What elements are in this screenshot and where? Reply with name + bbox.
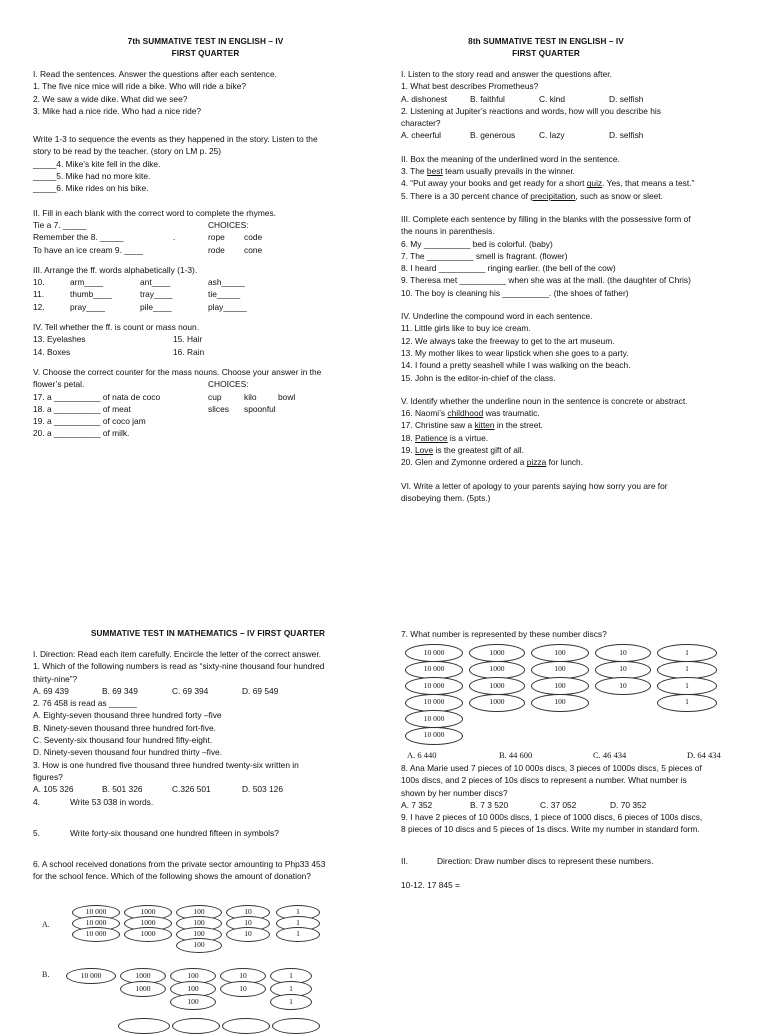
number-disc: 100 (176, 905, 222, 920)
english8-subtitle: FIRST QUARTER (512, 49, 580, 58)
question-item: 1. Which of the following numbers is read as “sixty-nine thousand four hundred (33, 661, 325, 672)
question-item: figures? (33, 771, 63, 782)
answer-options: A. 7 352 B. 7 3 520 C. 37 052 D. 70 352 (401, 799, 647, 810)
counter-row: 18. a __________ of meat slices spoonful (33, 403, 276, 414)
question-item: 8 pieces of 10 discs and 5 pieces of 1s discs. Write my number in standard form. (401, 824, 700, 835)
number-disc: 10 000 (405, 727, 463, 745)
section-heading: I. Read the sentences. Answer the questions after each sentence. (33, 69, 277, 79)
question-item: 6. A school received donations from the private sector amounting to Php33 453 (33, 859, 326, 870)
question-item: 12. We always take the freeway to get to the art museum. (401, 335, 615, 346)
question-item: 10. The boy is cleaning his __________. (the shoes of father) (401, 287, 629, 298)
answer-option: A. Eighty-seven thousand three hundred forty –five (33, 710, 222, 721)
answer-options: A. dishonest B. faithful C. kind D. selfish (401, 93, 644, 104)
section-heading: disobeying them. (5pts.) (401, 492, 491, 503)
section-heading: the nouns in parenthesis. (401, 226, 495, 237)
question-item: _____4. Mike’s kite fell in the dike. (33, 158, 161, 169)
english7-test (33, 36, 378, 440)
question-item: 3. Mike had a nice ride. Who had a nice ride? (33, 105, 202, 116)
english7-subtitle: FIRST QUARTER (171, 49, 240, 58)
section-heading: V. Choose the correct counter for the mass nouns. Choose your answer in the (33, 366, 322, 377)
question-item: 7. The __________ smell is fragrant. (flower) (401, 250, 568, 261)
section-heading: IV. Underline the compound word in each sentence. (401, 311, 593, 322)
number-disc: 10 000 (405, 677, 463, 695)
number-disc: 10 (226, 916, 270, 931)
number-disc: 100 (170, 968, 216, 984)
math-test-continued-2 (401, 762, 761, 891)
rhyme-row: To have an ice cream 9. ____ rode cone (33, 244, 263, 255)
number-disc: 1 (270, 981, 312, 997)
counter-row: 19. a __________ of coco jam (33, 416, 146, 427)
number-disc: 1000 (469, 661, 525, 679)
question-item: 8. Ana Marie used 7 pieces of 10 000s discs, 3 pieces of 1000s discs, 5 pieces of (401, 763, 702, 773)
number-disc: 10 (595, 644, 651, 662)
number-disc: 10 (595, 677, 651, 695)
number-disc: 10 000 (72, 916, 120, 931)
number-disc: 100 (176, 927, 222, 942)
number-disc: 1 (270, 968, 312, 984)
english8-test (401, 36, 761, 504)
answer-options: A. 105 326 B. 501 326 C.326 501 D. 503 126 (33, 784, 283, 795)
section-heading: Write 1-3 to sequence the events as they happened in the story. Listen to the (33, 134, 318, 145)
question-item: 11. Little girls like to buy ice cream. (401, 323, 531, 334)
number-disc: 1000 (124, 916, 172, 931)
math-test (33, 628, 383, 883)
number-disc: 10 000 (405, 661, 463, 679)
number-disc: 1000 (469, 644, 525, 662)
number-disc: 1 (276, 927, 320, 942)
question-item: 4. “Put away your books and get ready for a short quiz. Yes, that means a test.” (401, 178, 695, 189)
section-heading: III. Complete each sentence by filling in the blanks with the possessive form of (401, 213, 691, 224)
question-item: 17. Christine saw a kitten in the street. (401, 420, 544, 431)
alphabetize-row: 12. pray____ pile____ play_____ (33, 301, 247, 312)
number-disc: 1000 (469, 694, 525, 712)
question-item: 6. My __________ bed is colorful. (baby) (401, 238, 553, 249)
option-a-label: A. (42, 920, 50, 929)
number-disc: 100 (531, 644, 589, 662)
number-disc: 1000 (120, 981, 166, 997)
number-disc: 10 (226, 905, 270, 920)
section-heading: VI. Write a letter of apology to your parents saying how sorry you are for (401, 480, 668, 491)
question-item: for the school fence. Which of the following shows the amount of donation? (33, 871, 311, 882)
question-item: 10-12. 17 845 = (401, 880, 460, 891)
question-item: thirty-nine”? (33, 673, 78, 684)
answer-option: B. Ninety-seven thousand three hundred fort-five. (33, 722, 216, 733)
question-item: _____6. Mike rides on his bike. (33, 183, 149, 194)
number-disc: 10 (595, 661, 651, 679)
answer-option: C. Seventy-six thousand four hundred fifty-eight. (33, 735, 213, 746)
number-disc (172, 1018, 220, 1034)
number-disc: 100 (531, 677, 589, 695)
english7-title: 7th SUMMATIVE TEST IN ENGLISH – IV (127, 37, 284, 46)
section-heading: I. Direction: Read each item carefully. Encircle the letter of the correct answer. (33, 649, 321, 659)
question-item: 7. What number is represented by these number discs? (401, 629, 607, 639)
number-disc: 10 (220, 968, 266, 984)
question-item: 20. Glen and Zymonne ordered a pizza for lunch. (401, 457, 584, 468)
section-heading: II. Box the meaning of the underlined word in the sentence. (401, 153, 620, 164)
question-item: 14. I found a pretty seashell while I was walking on the beach. (401, 360, 631, 371)
number-disc: 100 (170, 994, 216, 1010)
question-item: 5. There is a 30 percent chance of precipitation, such as snow or sleet. (401, 190, 663, 201)
question-item: character? (401, 118, 441, 129)
number-disc: 1000 (469, 677, 525, 695)
number-disc: 10 (220, 981, 266, 997)
number-disc: 1 (657, 644, 717, 662)
question-item: 9. Theresa met __________ when she was at the mall. (the daughter of Chris) (401, 275, 691, 286)
question-item: 100s discs, and 2 pieces of 10s discs to represent a number. What number is (401, 775, 687, 786)
noun-row: 14. Boxes 16. Rain (33, 346, 205, 357)
number-disc: 1 (657, 677, 717, 695)
question-item: 13. My mother likes to wear lipstick when she goes to a party. (401, 347, 629, 358)
number-disc (222, 1018, 270, 1034)
math-title: SUMMATIVE TEST IN MATHEMATICS – IV FIRST QUARTER (90, 629, 326, 638)
math-test-continued (401, 628, 761, 640)
question-item: 1. The five nice mice will ride a bike. Who will ride a bike? (33, 81, 247, 92)
number-disc: 1 (657, 661, 717, 679)
number-disc: 1000 (124, 927, 172, 942)
question-item: 3. The best team usually prevails in the winner. (401, 166, 575, 177)
answer-option: D. Ninety-seven thousand four hundred thirty –five. (33, 747, 223, 758)
number-disc: 100 (176, 916, 222, 931)
number-disc: 10 000 (405, 710, 463, 728)
number-disc: 10 000 (66, 968, 116, 984)
number-disc: 100 (170, 981, 216, 997)
english8-title: 8th SUMMATIVE TEST IN ENGLISH – IV (468, 37, 624, 46)
question-item: 3. How is one hundred five thousand three hundred twenty-six written in (33, 759, 299, 770)
answer-options: A. cheerful B. generous C. lazy D. selfish (401, 130, 644, 141)
question-item: 18. Patience is a virtue. (401, 432, 489, 443)
number-disc: 1 (276, 905, 320, 920)
question-item: _____5. Mike had no more kite. (33, 171, 151, 182)
number-disc: 1 (657, 694, 717, 712)
rhyme-row: Remember the 8. _____ . rope code (33, 232, 263, 243)
number-disc: 10 000 (72, 905, 120, 920)
number-disc: 1 (270, 994, 312, 1010)
question-item: 8. I heard __________ ringing earlier. (the bell of the cow) (401, 263, 616, 274)
alphabetize-row: 11. thumb____ tray____ tie_____ (33, 289, 241, 300)
question-item: 2. We saw a wide dike. What did we see? (33, 93, 188, 104)
question-item: 4. Write 53 038 in words. (33, 796, 154, 807)
question-item: 19. Love is the greatest gift of all. (401, 445, 524, 456)
section-heading: III. Arrange the ff. words alphabetically (1-3). (33, 264, 198, 275)
section-heading: V. Identify whether the underline noun in the sentence is concrete or abstract. (401, 395, 688, 406)
question-item: 16. Naomi’s childhood was traumatic. (401, 408, 540, 419)
noun-row: 13. Eyelashes 15. Hair (33, 334, 203, 345)
number-disc: 10 (226, 927, 270, 942)
rhyme-row: Tie a 7. _____ CHOICES: (33, 219, 249, 230)
number-disc: 100 (176, 938, 222, 953)
counter-row: 20. a __________ of milk. (33, 428, 130, 439)
section-heading: flower’s petal. CHOICES: (33, 379, 249, 390)
question-item: shown by her number discs? (401, 787, 508, 798)
section-heading: II. Direction: Draw number discs to represent these numbers. (401, 855, 654, 866)
question-item: 2. Listening at Jupiter’s reactions and words, how will you describe his (401, 105, 661, 116)
number-disc: 10 000 (72, 927, 120, 942)
answer-options: A. 6 440 B. 44 600 C. 46 434 D. 64 434 (407, 750, 721, 760)
section-heading: II. Fill in each blank with the correct word to complete the rhymes. (33, 207, 276, 218)
number-disc: 1 (276, 916, 320, 931)
option-b-label: B. (42, 970, 50, 979)
question-item: 15. John is the editor-in-chief of the class. (401, 372, 556, 383)
counter-row: 17. a __________ of nata de coco cup kilo bowl (33, 391, 296, 402)
question-item: 1. What best describes Prometheus? (401, 81, 539, 92)
number-disc: 100 (531, 694, 589, 712)
question-item: 2. 76 458 is read as ______ (33, 698, 137, 709)
number-disc (118, 1018, 170, 1034)
section-heading: IV. Tell whether the ff. is count or mass noun. (33, 322, 200, 333)
section-heading: story to be read by the teacher. (story on LM p. 25) (33, 146, 222, 157)
number-disc: 1000 (124, 905, 172, 920)
number-disc: 1000 (120, 968, 166, 984)
number-disc: 10 000 (405, 694, 463, 712)
alphabetize-row: 10. arm____ ant____ ash_____ (33, 277, 245, 288)
number-disc: 100 (531, 661, 589, 679)
section-heading: I. Listen to the story read and answer the questions after. (401, 69, 612, 79)
answer-options: A. 69 439 B. 69 349 C. 69 394 D. 69 549 (33, 685, 279, 696)
question-item: 5. Write forty-six thousand one hundred fifteen in symbols? (33, 827, 279, 838)
question-item: 9. I have 2 pieces of 10 000s discs, 1 piece of 1000 discs, 6 pieces of 100s discs, (401, 812, 703, 823)
number-disc (272, 1018, 320, 1034)
number-disc: 10 000 (405, 644, 463, 662)
